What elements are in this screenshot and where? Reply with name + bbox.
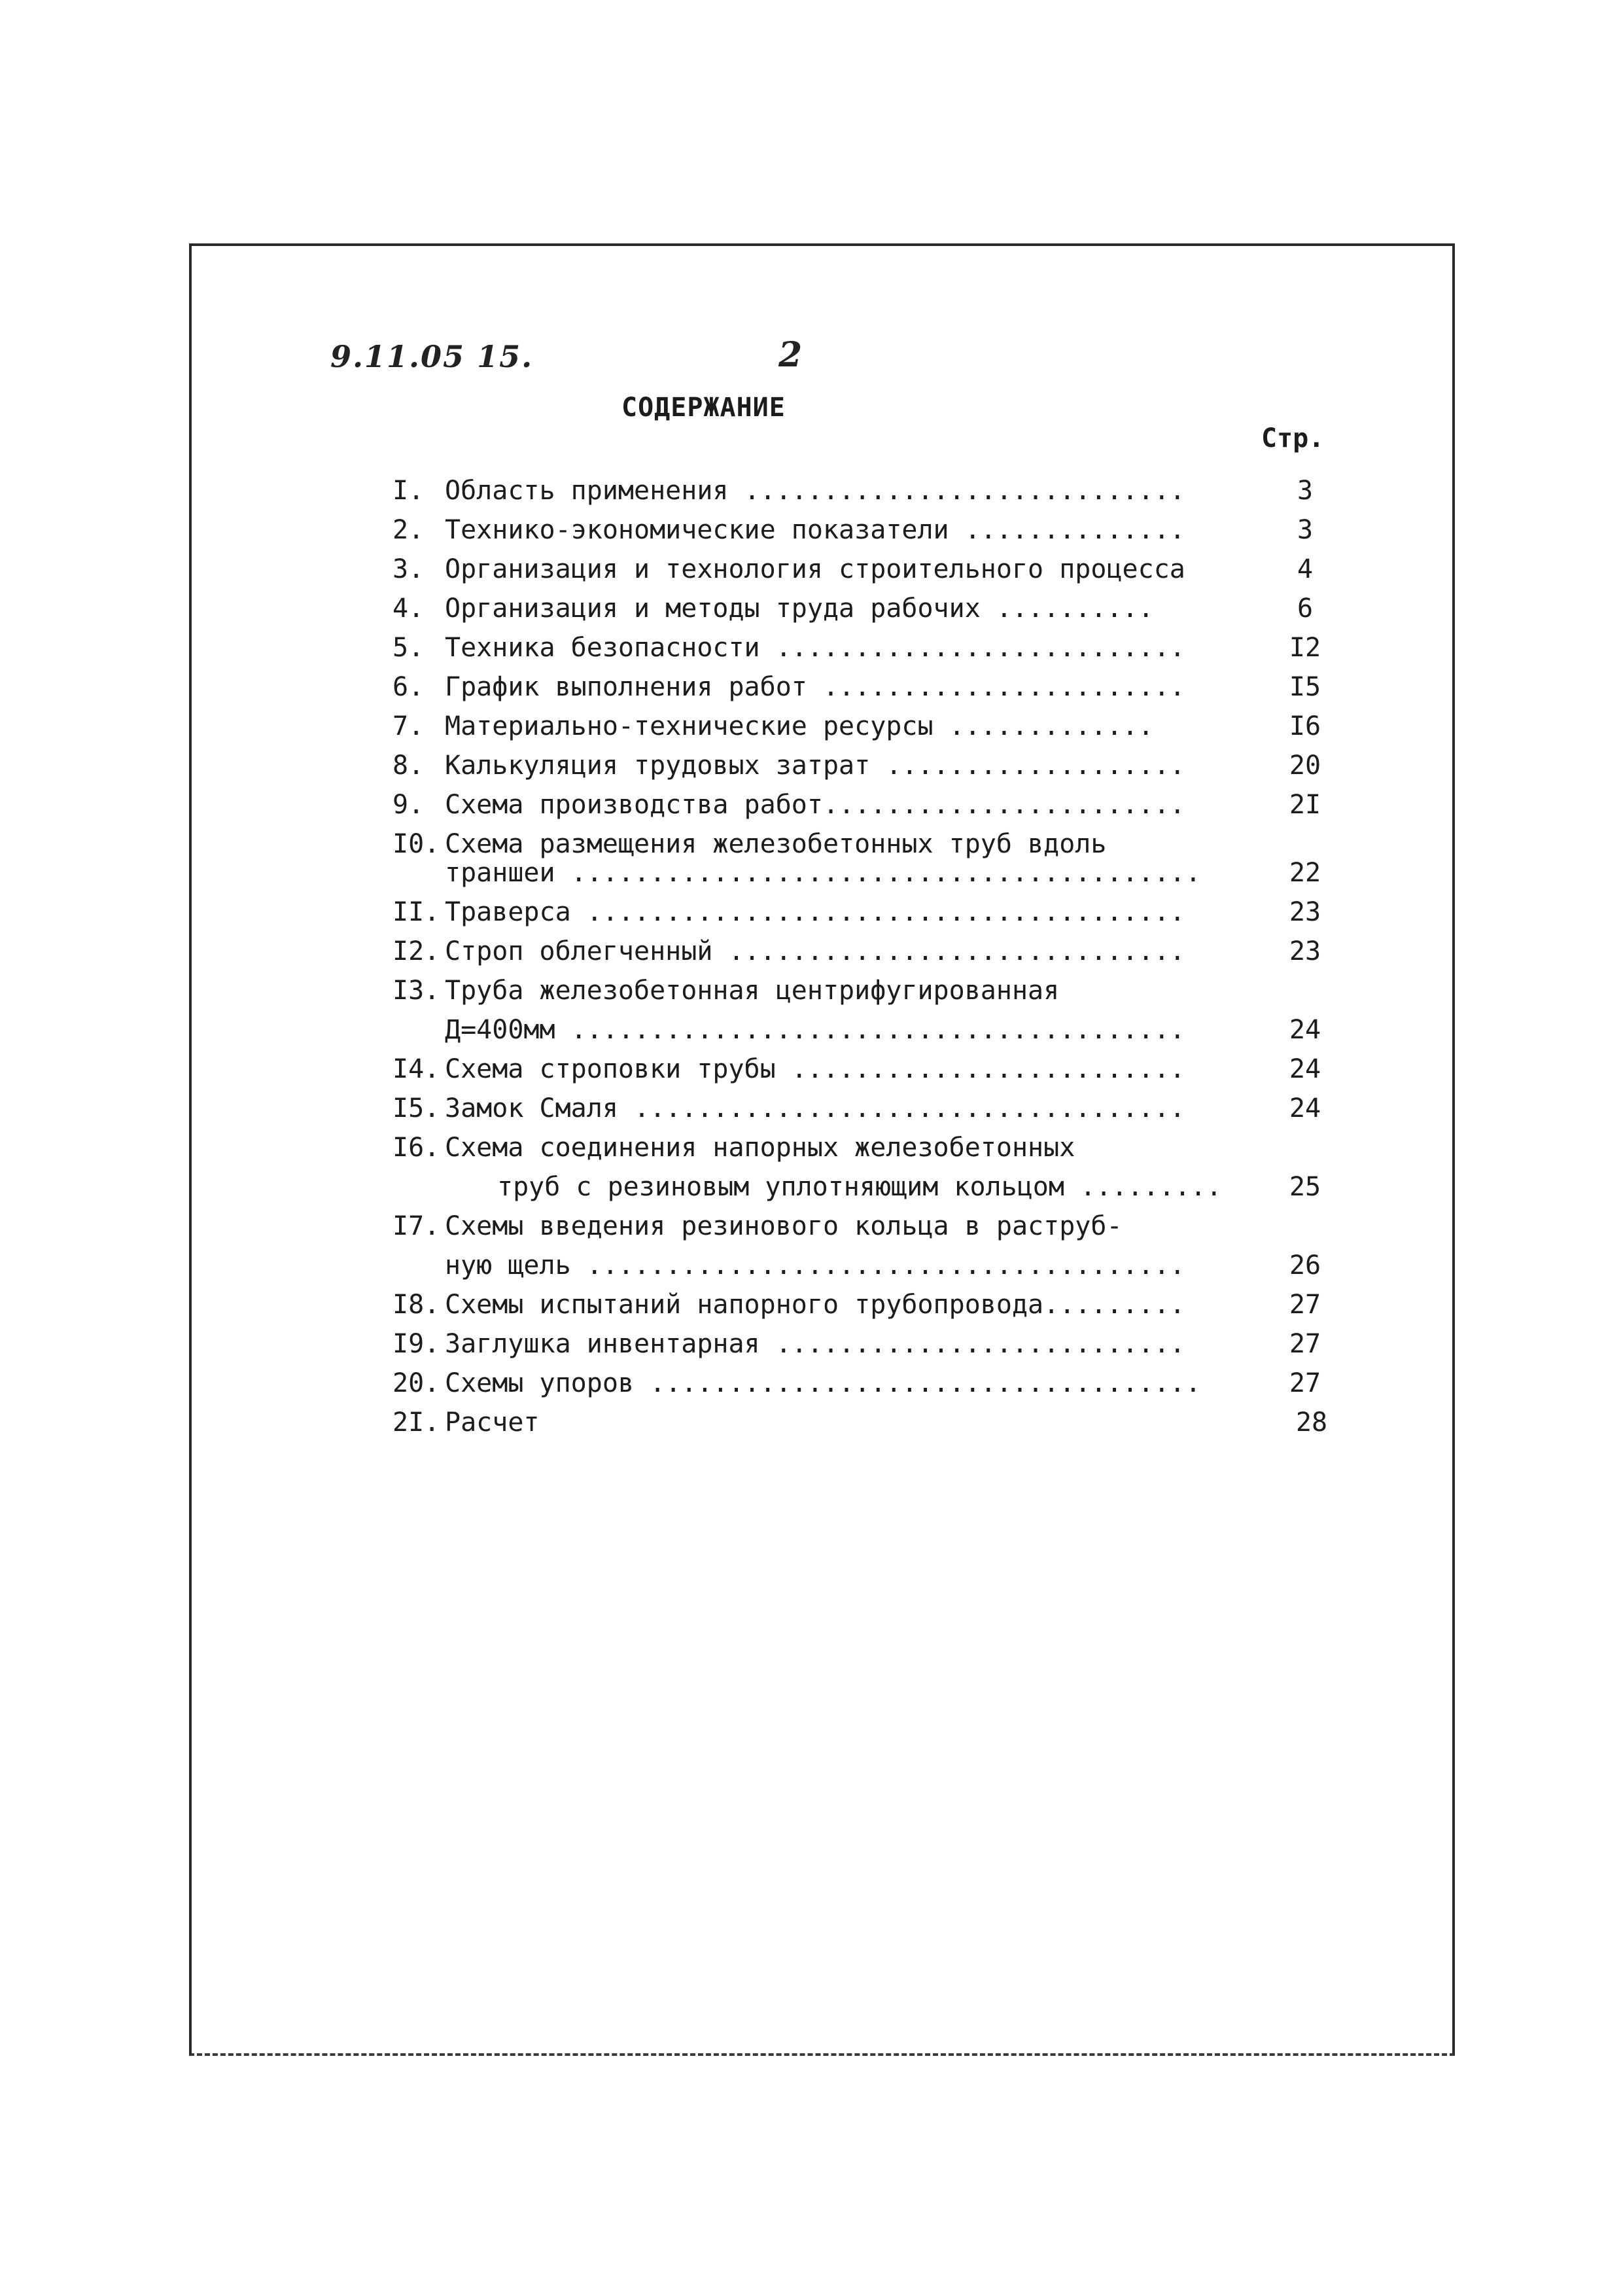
toc-item	[393, 1285, 1335, 1324]
page-number: 2	[778, 335, 803, 375]
toc-item-text: Заглушка инвентарная ..........................	[445, 1329, 1185, 1359]
toc-item-number: 4.	[393, 593, 425, 624]
toc-item-text: Калькуляция трудовых затрат ...................	[445, 751, 1185, 781]
toc-item-number: 2.	[393, 515, 425, 545]
toc-item	[393, 1403, 1335, 1442]
toc-item-number: I6.	[393, 1133, 440, 1163]
toc-item-page: 23	[1289, 936, 1321, 966]
toc-item-text-continued: Д=400мм .......................................	[445, 1015, 1185, 1045]
toc-item-page: I5	[1289, 672, 1321, 702]
toc-item-number: 6.	[393, 672, 425, 702]
toc-item-page: 23	[1289, 897, 1321, 927]
toc-item-text: Расчет	[445, 1407, 540, 1438]
toc-item-text: Схемы введения резинового кольца в раструб-	[445, 1211, 1123, 1241]
toc-item-text: Замок Смаля ...................................	[445, 1093, 1185, 1123]
toc-item	[393, 785, 1335, 824]
toc-item-text: Организация и методы труда рабочих ..........	[445, 593, 1154, 624]
toc-item	[393, 471, 1335, 510]
toc-item	[393, 824, 1335, 892]
toc-item-text-continued: труб с резиновым уплотняющим кольцом .........	[497, 1172, 1222, 1202]
page-column-label: Стр.	[1261, 423, 1325, 453]
toc-item-page: 24	[1289, 1093, 1321, 1123]
toc-item-page: 26	[1289, 1250, 1321, 1280]
toc-item-number: 9.	[393, 790, 425, 820]
toc-item-number: I0.	[393, 829, 440, 859]
toc-item-text-continued: траншеи ........................................	[445, 858, 1201, 888]
toc-item	[393, 1089, 1335, 1128]
toc-item-number: 20.	[393, 1368, 440, 1398]
toc-item-text: Область применения ............................	[445, 476, 1185, 506]
toc-item-number: I2.	[393, 936, 440, 966]
toc-item-page: 24	[1289, 1015, 1321, 1045]
toc-item-text: Организация и технология строительного процесса	[445, 554, 1185, 584]
toc-item-number: I3.	[393, 976, 440, 1006]
toc-item	[393, 1050, 1335, 1089]
toc-item	[393, 971, 1335, 1050]
toc-item-page: 25	[1289, 1172, 1321, 1202]
toc-item-number: I4.	[393, 1054, 440, 1084]
toc-item	[393, 1364, 1335, 1403]
toc-item	[393, 510, 1335, 550]
document-code: 9.11.05 15.	[330, 339, 534, 374]
toc-item-text-continued: ную щель ......................................	[445, 1250, 1185, 1280]
toc-item	[393, 707, 1335, 746]
toc-item-text: Труба железобетонная центрифугированная	[445, 976, 1060, 1006]
toc-item-text: Техника безопасности ..........................	[445, 633, 1185, 663]
toc-item	[393, 589, 1335, 628]
toc-item-page: 28	[1295, 1407, 1328, 1438]
toc-item-page: 4	[1297, 554, 1314, 584]
toc-item-number: II.	[393, 897, 440, 927]
toc-item	[393, 1128, 1335, 1207]
toc-item	[393, 667, 1335, 707]
toc-item-page: 2I	[1289, 790, 1321, 820]
toc-item-page: 6	[1297, 593, 1314, 624]
toc-item-page: 20	[1289, 751, 1321, 781]
toc-item-page: I6	[1289, 711, 1321, 741]
toc-item-page: 3	[1297, 515, 1314, 545]
toc-item-text: Схемы испытаний напорного трубопровода.........	[445, 1290, 1185, 1320]
table-of-contents	[393, 471, 1335, 1442]
toc-item-text: Схема размещения железобетонных труб вдоль	[445, 829, 1107, 859]
toc-item-page: 3	[1297, 476, 1314, 506]
toc-item-text: Траверса ......................................	[445, 897, 1185, 927]
toc-item-number: 2I.	[393, 1407, 440, 1438]
toc-item-number: 3.	[393, 554, 425, 584]
toc-item	[393, 1324, 1335, 1364]
toc-item-text: Схема строповки трубы .........................	[445, 1054, 1185, 1084]
toc-item-number: I5.	[393, 1093, 440, 1123]
toc-item-page: I2	[1289, 633, 1321, 663]
toc-item-page: 27	[1289, 1290, 1321, 1320]
toc-item-text: Схема соединения напорных железобетонных	[445, 1133, 1075, 1163]
toc-item-text: График выполнения работ .......................	[445, 672, 1185, 702]
toc-item-number: I7.	[393, 1211, 440, 1241]
toc-item-text: Материально-технические ресурсы .............	[445, 711, 1154, 741]
toc-item-text: Схемы упоров ...................................	[445, 1368, 1201, 1398]
toc-item	[393, 550, 1335, 589]
toc-item	[393, 746, 1335, 785]
toc-item-number: I9.	[393, 1329, 440, 1359]
toc-item-page: 24	[1289, 1054, 1321, 1084]
toc-item-text: Схема производства работ.......................	[445, 790, 1185, 820]
toc-item-text: Строп облегченный .............................	[445, 936, 1185, 966]
page-title: СОДЕРЖАНИЕ	[621, 393, 786, 423]
toc-item	[393, 628, 1335, 667]
toc-item-page: 27	[1289, 1329, 1321, 1359]
toc-item-number: I8.	[393, 1290, 440, 1320]
toc-item-number: 5.	[393, 633, 425, 663]
toc-item-number: 7.	[393, 711, 425, 741]
toc-item-text: Технико-экономические показатели ..............	[445, 515, 1185, 545]
toc-item	[393, 892, 1335, 932]
toc-item	[393, 1207, 1335, 1285]
toc-item	[393, 932, 1335, 971]
toc-item-number: I.	[393, 476, 425, 506]
toc-item-number: 8.	[393, 751, 425, 781]
toc-item-page: 22	[1289, 858, 1321, 888]
toc-item-page: 27	[1289, 1368, 1321, 1398]
